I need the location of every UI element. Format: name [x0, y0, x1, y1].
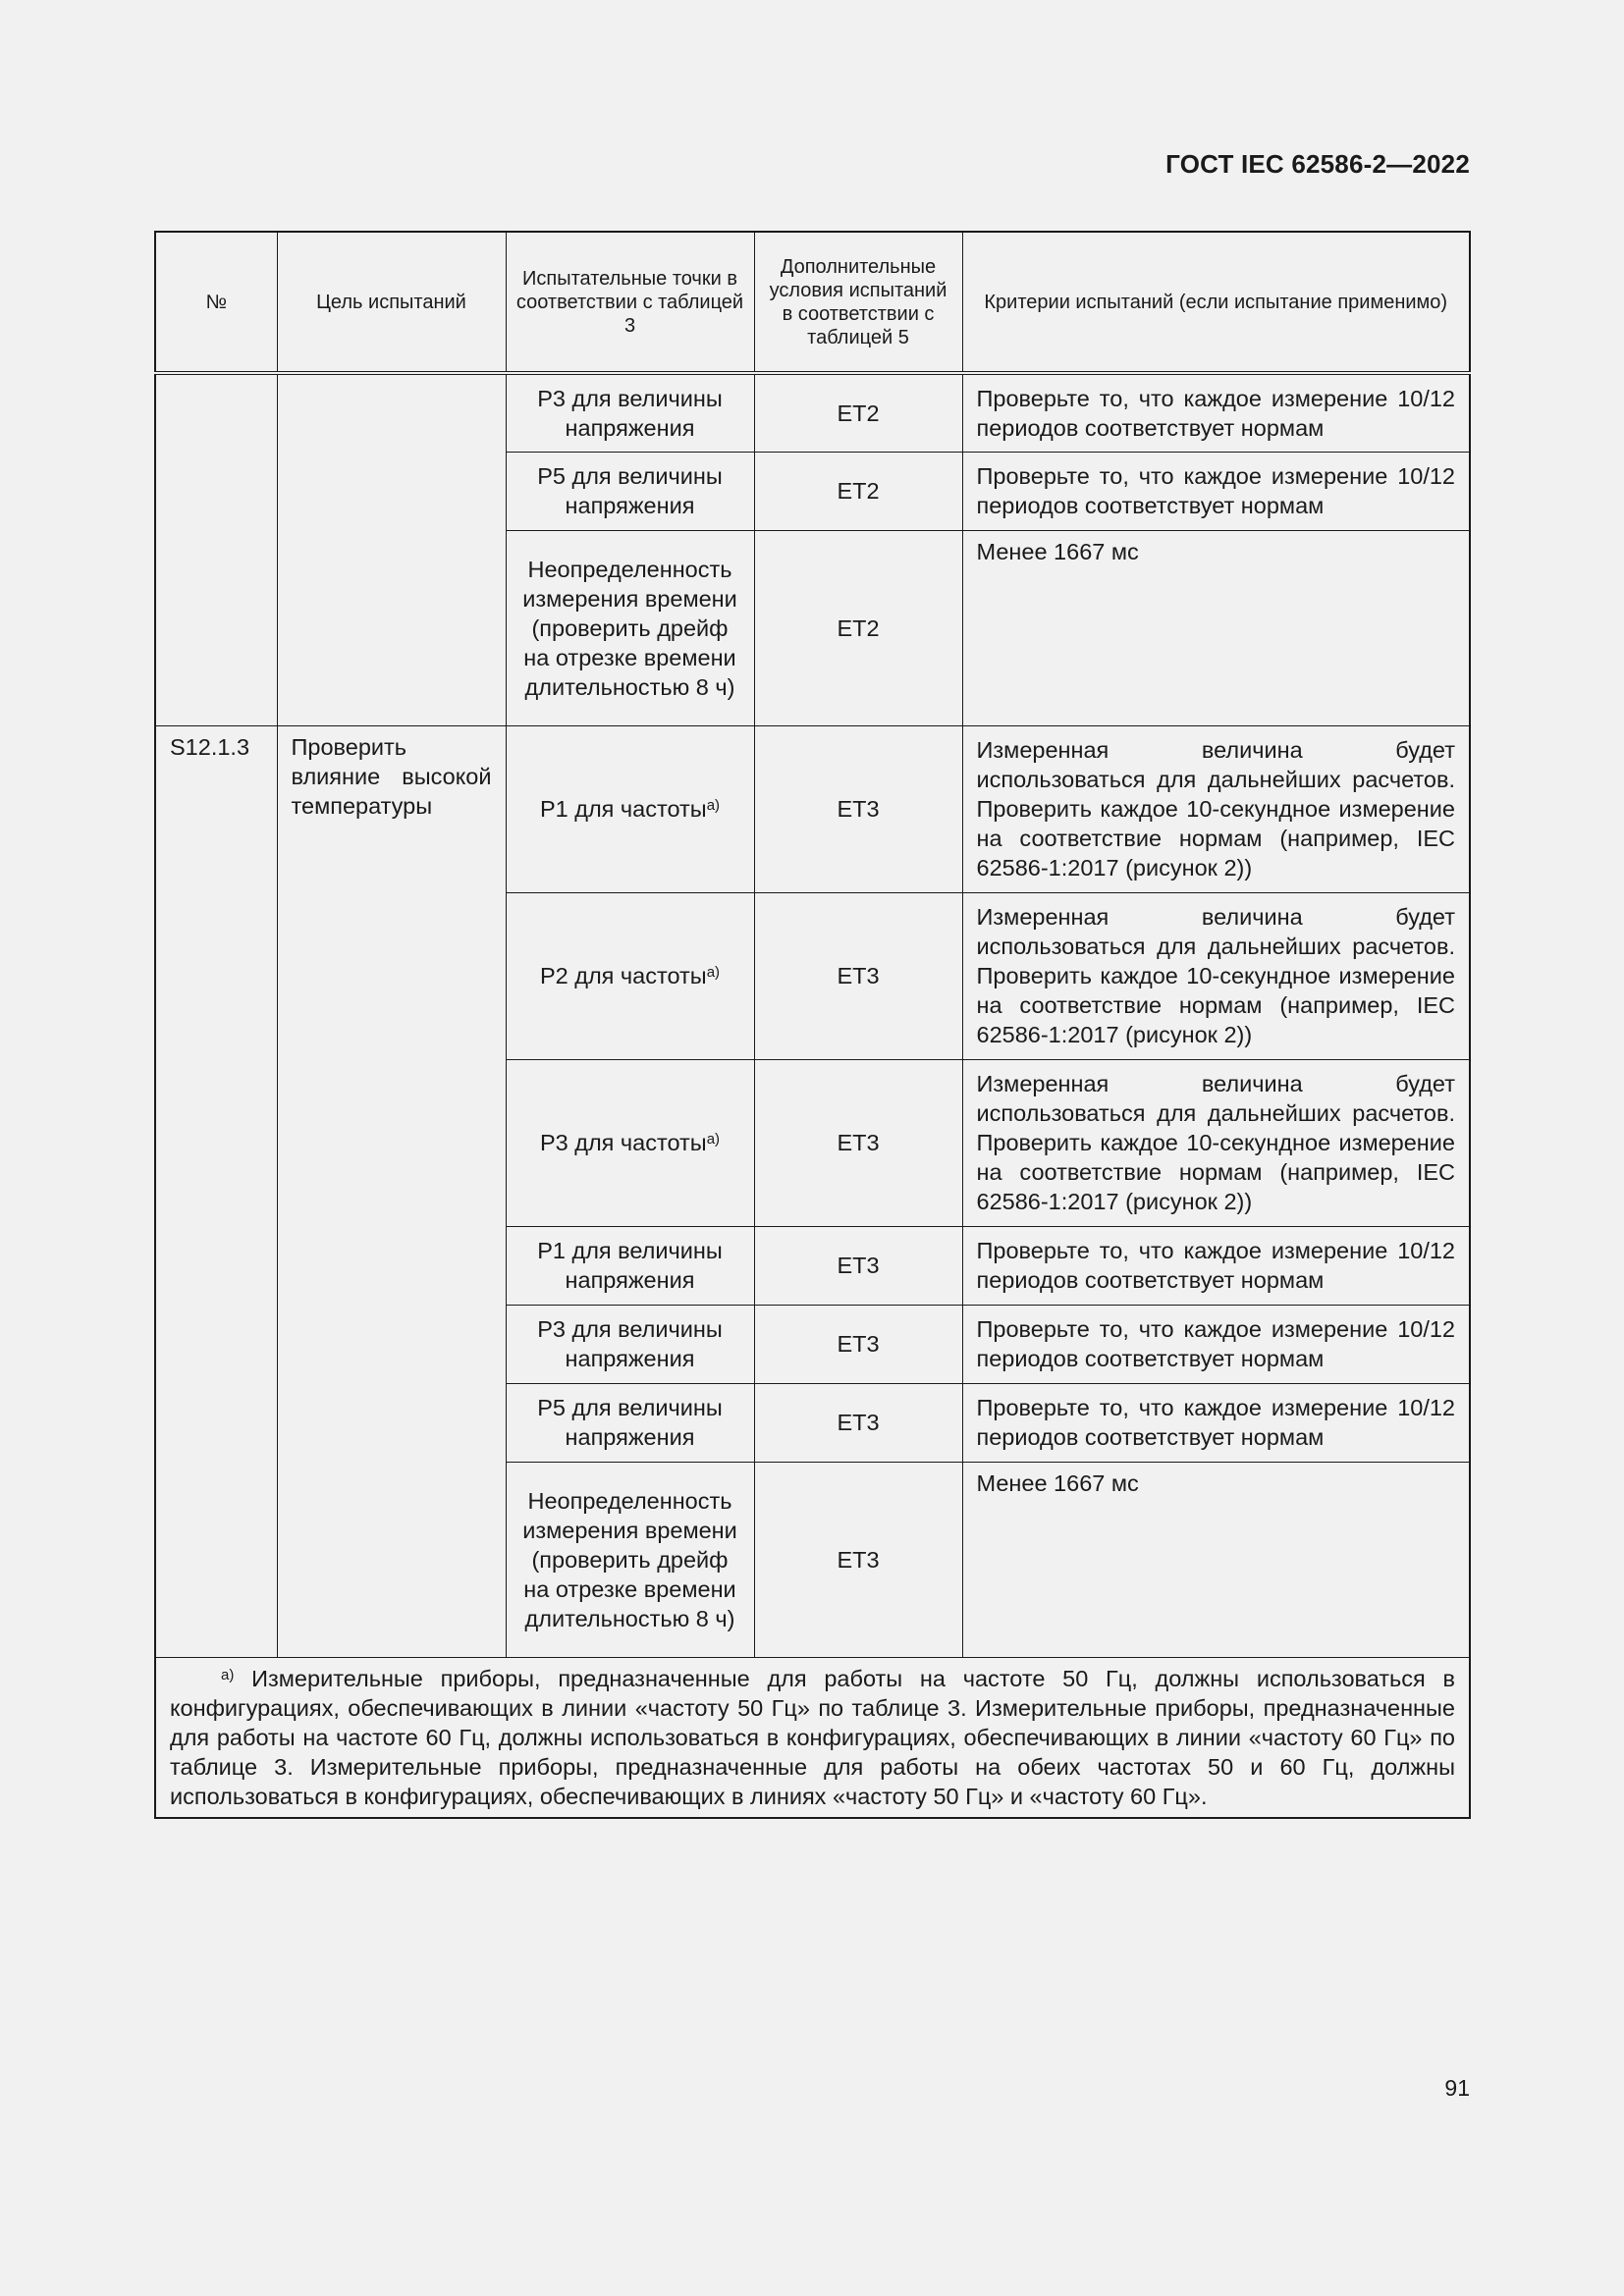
criteria-cell: Проверьте то, что каждое измерение 10/12 периодов соответствует нормам: [962, 452, 1470, 530]
test-point-cell: P3 для величины напряжения: [506, 373, 754, 452]
footnote-ref: a): [706, 1131, 721, 1148]
test-point-cell: P5 для величины напряжения: [506, 1383, 754, 1462]
test-point-text: P1 для частоты: [539, 796, 707, 822]
condition-cell: ET3: [754, 1226, 962, 1305]
footnote-cell: [155, 1657, 1470, 1818]
criteria-cell: Менее 1667 мс: [962, 1462, 1470, 1657]
criteria-cell: Измеренная величина будет использоваться для дальнейших расчетов. Проверить каждое 10-секундное измерение на соответствие нормам (например, IEC 62586-1:2017 (рисунок 2)): [962, 725, 1470, 892]
col-header-conditions: Дополнительные условия испытаний в соответствии с таблицей 5: [754, 232, 962, 373]
test-goal-cell: Проверить влияние высокой температуры: [277, 725, 506, 1657]
footnote-row: [155, 1657, 1470, 1818]
col-header-goal: Цель испытаний: [277, 232, 506, 373]
test-point-cell: P1 для величины напряжения: [506, 1226, 754, 1305]
num-cell-empty: [155, 373, 277, 725]
test-table: [154, 231, 1471, 1819]
test-point-cell: [506, 892, 754, 1059]
condition-cell: ET2: [754, 530, 962, 725]
condition-cell: ET3: [754, 1305, 962, 1383]
footnote-marker: a): [221, 1666, 235, 1683]
col-header-num: №: [155, 232, 277, 373]
criteria-cell: Проверьте то, что каждое измерение 10/12 периодов соответствует нормам: [962, 1226, 1470, 1305]
test-point-cell: [506, 1059, 754, 1226]
condition-cell: ET3: [754, 1462, 962, 1657]
test-point-cell: P3 для величины напряжения: [506, 1305, 754, 1383]
test-point-cell: Неопределенность измерения времени (проверить дрейф на отрезке времени длительностью 8 ч): [506, 1462, 754, 1657]
criteria-cell: Измеренная величина будет использоваться для дальнейших расчетов. Проверить каждое 10-секундное измерение на соответствие нормам (например, IEC 62586-1:2017 (рисунок 2)): [962, 1059, 1470, 1226]
col-header-points: Испытательные точки в соответствии с таблицей 3: [506, 232, 754, 373]
condition-cell: ET3: [754, 725, 962, 892]
document-code: ГОСТ IEC 62586-2—2022: [1165, 149, 1470, 179]
test-point-cell: [506, 725, 754, 892]
footnote-text: Измерительные приборы, предназначенные для работы на частоте 50 Гц, должны использоваться в конфигурациях, обеспечивающих в линии «частоту 50 Гц» по таблице 3. Измерительные приборы, предназначенные для работы на частоте 60 Гц, должны использоваться в конфигурациях, обеспечивающих в линии «частоту 60 Гц» по таблице 3. Измерительные приборы, предназначенные для работы на обеих частотах 50 и 60 Гц, должны использоваться в конфигурациях, обеспечивающих в линиях «частоту 50 Гц» и «частоту 60 Гц».: [170, 1665, 1456, 1809]
goal-cell-empty: [277, 373, 506, 725]
table-row: [155, 373, 1470, 452]
footnote-ref: a): [706, 797, 721, 814]
test-point-cell: P5 для величины напряжения: [506, 452, 754, 530]
criteria-cell: Проверьте то, что каждое измерение 10/12 периодов соответствует нормам: [962, 1383, 1470, 1462]
criteria-cell: Проверьте то, что каждое измерение 10/12 периодов соответствует нормам: [962, 1305, 1470, 1383]
criteria-cell: Измеренная величина будет использоваться для дальнейших расчетов. Проверить каждое 10-секундное измерение на соответствие нормам (например, IEC 62586-1:2017 (рисунок 2)): [962, 892, 1470, 1059]
condition-cell: ET3: [754, 1059, 962, 1226]
test-point-cell: Неопределенность измерения времени (проверить дрейф на отрезке времени длительностью 8 ч): [506, 530, 754, 725]
col-header-criteria: Критерии испытаний (если испытание применимо): [962, 232, 1470, 373]
page-number: 91: [1444, 2075, 1470, 2101]
table-header-row: [155, 232, 1470, 373]
test-point-text: P2 для частоты: [539, 963, 707, 988]
test-point-text: P3 для частоты: [539, 1130, 707, 1155]
condition-cell: ET2: [754, 373, 962, 452]
criteria-cell: Проверьте то, что каждое измерение 10/12 периодов соответствует нормам: [962, 373, 1470, 452]
condition-cell: ET3: [754, 1383, 962, 1462]
test-number-cell: S12.1.3: [155, 725, 277, 1657]
condition-cell: ET3: [754, 892, 962, 1059]
footnote-ref: a): [706, 964, 721, 981]
criteria-cell: Менее 1667 мс: [962, 530, 1470, 725]
condition-cell: ET2: [754, 452, 962, 530]
table-row: [155, 725, 1470, 892]
